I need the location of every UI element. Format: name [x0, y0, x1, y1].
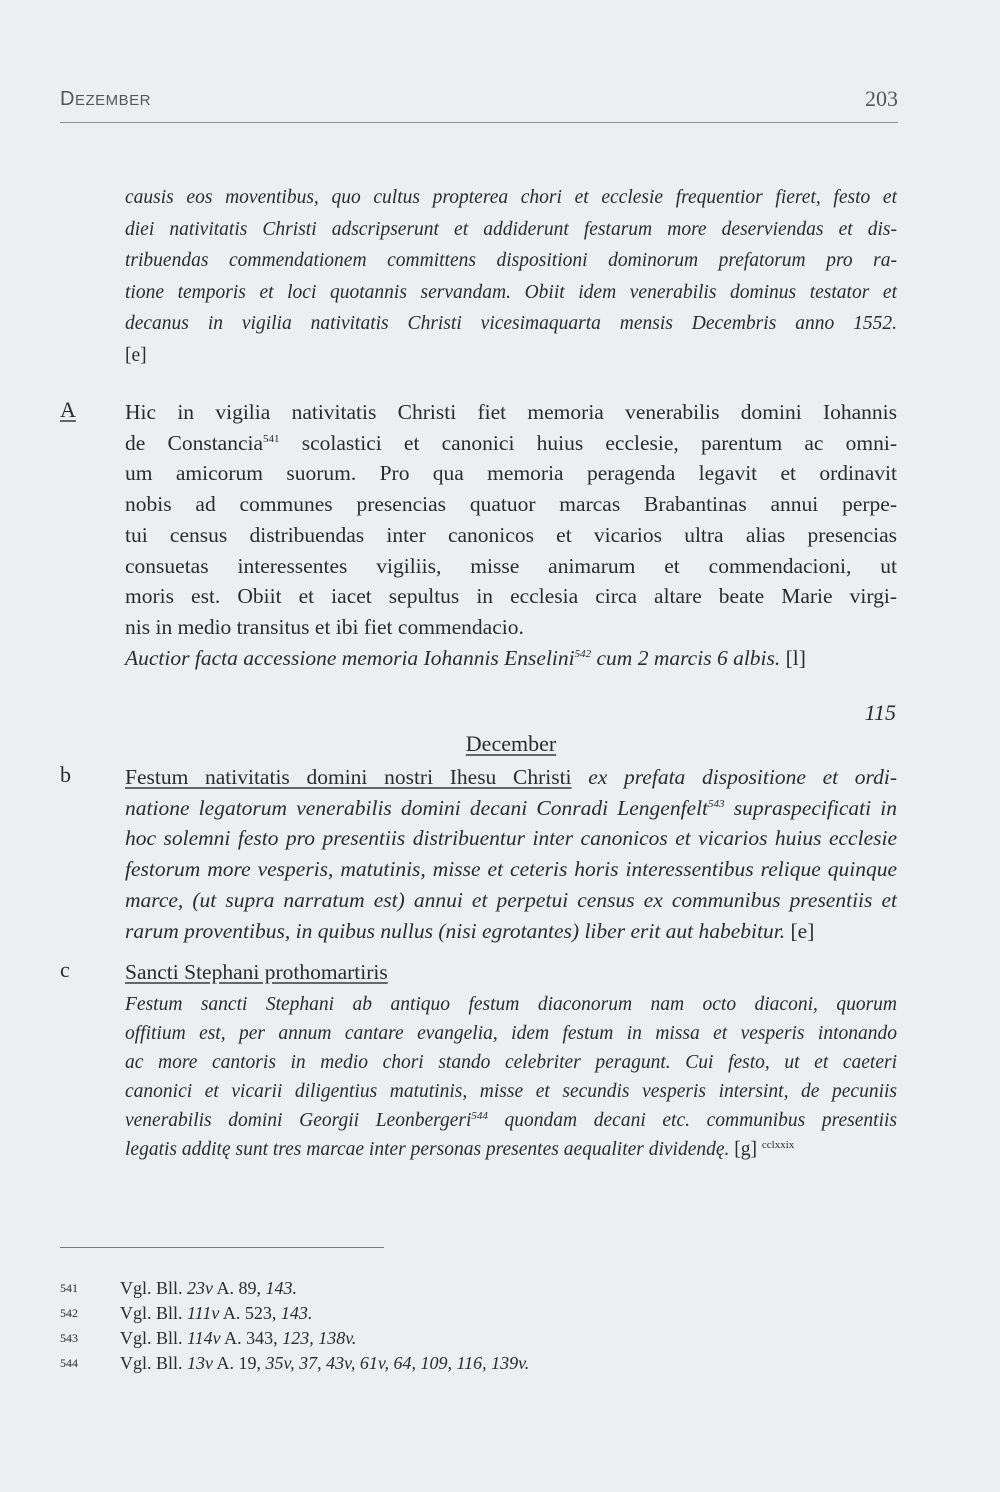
text-run: marce, (ut supra narratum est) annui et perpetui census ex communibus presentiis et	[125, 887, 897, 912]
text-run: cum 2 marcis 6 albis.	[591, 645, 781, 670]
text-run: scolastici et canonici huius ecclesie, parentum ac omni-	[279, 430, 897, 455]
entry-marker-c: c	[60, 957, 70, 982]
text-run: consuetas interessentes vigiliis, misse animarum et commendacioni, ut	[125, 553, 897, 578]
text-line	[125, 823, 897, 854]
text-run: tribuendas commendationem committens dispositioni dominorum prefatorum pro ra-	[125, 250, 897, 271]
text-line	[125, 340, 897, 372]
text-run: festorum more vesperis, matutinis, misse et ceteris horis interessentibus relique quinque	[125, 857, 897, 882]
text-run: venerabilis domini Georgii Leonbergeri	[125, 1110, 472, 1131]
footnote	[60, 1326, 860, 1351]
text-line	[125, 397, 897, 428]
text-run: [e]	[125, 344, 147, 366]
text-run: Vgl. Bll.	[120, 1328, 188, 1348]
text-run: Vgl. Bll.	[120, 1353, 188, 1373]
text-line	[125, 916, 897, 947]
text-run: offitium est, per annum cantare evangelia, idem festum in missa et vesperis intonando	[125, 1023, 897, 1044]
text-run: [l]	[780, 645, 806, 670]
text-line	[125, 277, 897, 309]
text-run: 543	[708, 797, 725, 810]
entry-c	[125, 990, 897, 1164]
text-run: [e]	[785, 918, 815, 943]
text-line	[125, 1106, 897, 1135]
text-run: Hic in vigilia nativitatis Christi fiet memoria venerabilis domini Iohannis	[125, 400, 897, 424]
text-run: Festum nativitatis domini nostri Ihesu Christi	[125, 765, 572, 789]
text-line	[125, 458, 897, 489]
text-run: moris est. Obiit et iacet sepultus in ecclesia circa altare beate Marie virgi-	[125, 584, 897, 609]
folio-number: 115	[864, 700, 896, 725]
text-run: 35v, 37, 43v, 61v, 64, 109, 116, 139v.	[265, 1353, 530, 1373]
footnote	[60, 1276, 860, 1301]
text-run: 143.	[280, 1303, 313, 1323]
text-run: um amicorum suorum. Pro qua memoria peragenda legavit et ordinavit	[125, 461, 897, 486]
text-run: 143.	[265, 1278, 298, 1298]
text-run: Festum sancti Stephani ab antiquo festum diaconorum nam octo diaconi, quorum	[125, 994, 897, 1015]
text-run: quondam decani etc. communibus presentiis	[487, 1110, 897, 1131]
text-line	[125, 885, 897, 916]
text-run: rarum proventibus, in quibus nullus (nisi egrotantes) liber erit aut habebitur.	[125, 918, 786, 943]
footnote-number: 542	[60, 1306, 78, 1320]
text-run: cclxxix	[761, 1139, 795, 1151]
text-run: 542	[574, 647, 592, 660]
text-line	[125, 854, 897, 885]
text-run: 23v	[187, 1278, 214, 1298]
entry-b	[125, 762, 897, 946]
text-run: 114v	[187, 1328, 221, 1348]
text-line	[125, 308, 897, 340]
footnotes	[60, 1276, 860, 1376]
text-run: de Constancia	[125, 430, 264, 455]
text-line	[125, 581, 897, 612]
text-line	[125, 1019, 897, 1048]
text-run: 544	[471, 1110, 488, 1122]
text-run: canonici et vicarii diligentius matutinis, misse et secundis vesperis intersint, de pecuniis	[125, 1081, 897, 1102]
text-run: 541	[263, 432, 280, 445]
footnote-number: 544	[60, 1356, 78, 1370]
text-line	[125, 1135, 897, 1164]
text-line	[125, 551, 897, 582]
running-header	[60, 86, 898, 123]
text-run: A. 89,	[213, 1278, 266, 1298]
text-line	[125, 990, 897, 1019]
month-heading: December	[465, 731, 557, 756]
text-line	[125, 245, 897, 277]
text-run: 123, 138v.	[282, 1328, 357, 1348]
text-line	[125, 643, 897, 674]
entry-marker-a: A	[60, 397, 76, 422]
text-line	[125, 793, 897, 824]
entry-a	[125, 397, 897, 673]
text-run: decanus in vigilia nativitatis Christi vicesimaquarta mensis Decembris anno 1552.	[125, 313, 897, 334]
text-line	[125, 1048, 897, 1077]
text-run: [g]	[729, 1139, 762, 1160]
text-run: causis eos moventibus, quo cultus propterea chori et ecclesie frequentior fieret, festo et	[125, 187, 897, 208]
text-run: 111v	[187, 1303, 220, 1323]
text-run: A. 343,	[220, 1328, 283, 1348]
footnote	[60, 1301, 860, 1326]
footnote	[60, 1351, 860, 1376]
footnote-number: 543	[60, 1331, 78, 1345]
text-run: Vgl. Bll.	[120, 1278, 188, 1298]
text-line	[125, 182, 897, 214]
text-line	[125, 762, 897, 793]
text-run: ac more cantoris in medio chori stando celebriter peragunt. Cui festo, ut et caeteri	[125, 1052, 897, 1073]
text-line	[125, 612, 897, 643]
text-run: natione legatorum venerabilis domini decani Conradi Lengenfelt	[125, 795, 709, 820]
text-run: hoc solemni festo pro presentiis distribuentur inter canonicos et vicarios huius ecclesie	[125, 826, 897, 851]
entry-c-title: Sancti Stephani prothomartiris	[125, 960, 388, 984]
text-run: Auctior facta accessione memoria Iohannis Enselini	[125, 645, 575, 670]
page-number: 203	[865, 86, 898, 111]
text-run: nis in medio transitus et ibi fiet commendacio.	[125, 614, 524, 639]
entry-marker-b: b	[60, 762, 71, 787]
text-line	[125, 489, 897, 520]
text-run: Vgl. Bll.	[120, 1303, 188, 1323]
footnote-rule	[60, 1247, 384, 1248]
text-line	[125, 1077, 897, 1106]
text-run: legatis additę sunt tres marcae inter personas presentes aequaliter dividendę.	[125, 1139, 730, 1160]
text-run: tione temporis et loci quotannis servandam. Obiit idem venerabilis dominus testator et	[125, 281, 897, 303]
text-run: A. 523,	[219, 1303, 281, 1323]
text-run: A. 19,	[213, 1353, 266, 1373]
text-run: ex prefata dispositione et ordi-	[571, 765, 897, 789]
text-run: supraspecificati in	[724, 795, 898, 820]
text-line	[125, 520, 897, 551]
text-run: nobis ad communes presencias quatuor marcas Brabantinas annui perpe-	[125, 492, 897, 517]
text-line	[125, 428, 897, 459]
intro-paragraph	[125, 182, 897, 371]
footnote-number: 541	[60, 1281, 78, 1295]
text-line	[125, 214, 897, 246]
text-run: diei nativitatis Christi adscripserunt et addiderunt festarum more deserviendas et dis-	[125, 218, 897, 240]
text-run: 13v	[187, 1353, 214, 1373]
running-title: DEZEMBER	[60, 88, 151, 110]
text-run: tui census distribuendas inter canonicos et vicarios ultra alias presencias	[125, 522, 897, 547]
